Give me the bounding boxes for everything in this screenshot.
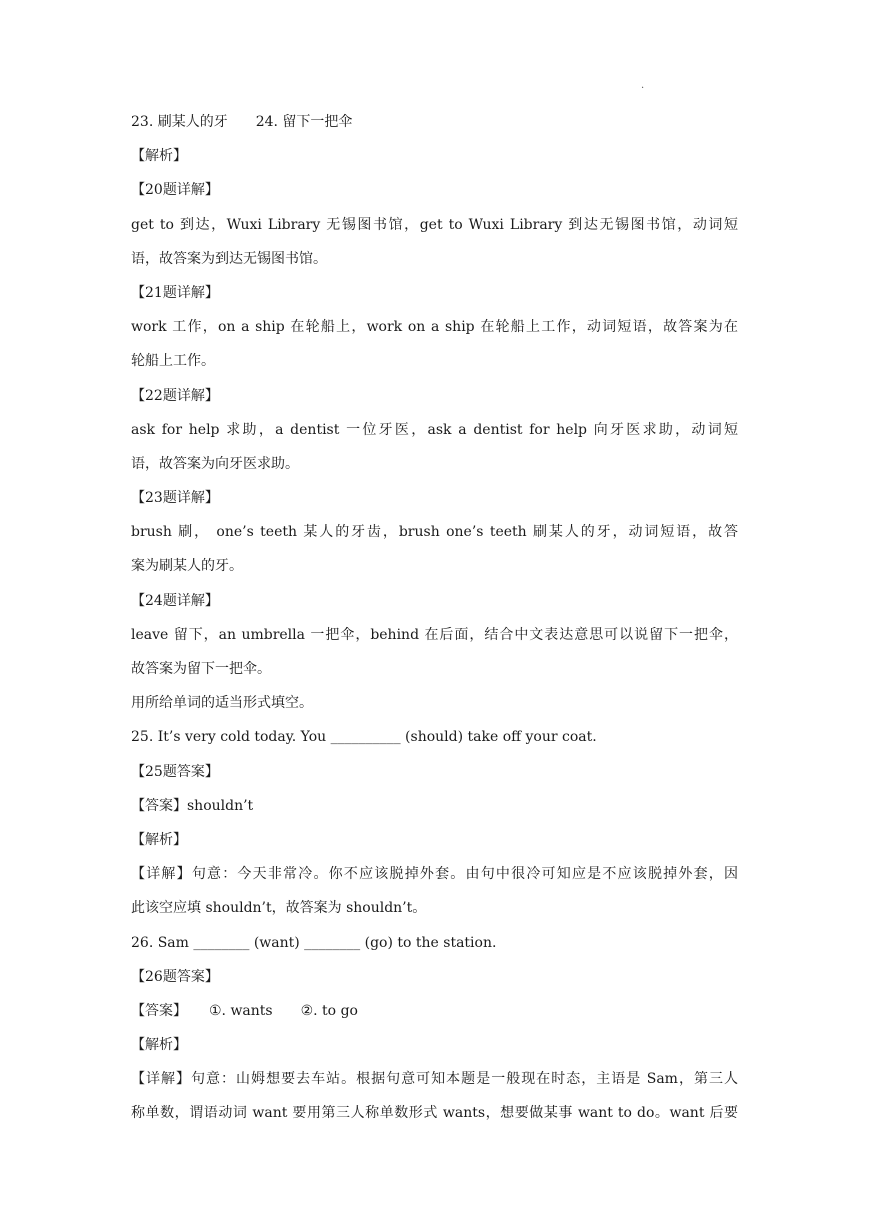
q26-answer-1: ①. wants (209, 1002, 273, 1019)
q25-question: 25. It’s very cold today. You __________ (should) take off your coat. (131, 729, 597, 746)
q24-explanation-line-2: 故答案为留下一把伞。 (131, 661, 271, 677)
q25-answer: 【答案】shouldn’t (131, 797, 254, 814)
q21-explanation-line-2: 轮船上工作。 (131, 353, 215, 370)
q25-answer-heading: 【25题答案】 (131, 763, 219, 780)
q24-answer: 24. 留下一把伞 (255, 114, 353, 130)
section-instruction: 用所给单词的适当形式填空。 (131, 695, 313, 712)
q26-question: 26. Sam ________ (want) ________ (go) to the station. (131, 934, 497, 951)
q22-heading: 【22题详解】 (131, 387, 219, 404)
page-marker: . (641, 80, 645, 91)
q26-answer-heading: 【26题答案】 (131, 968, 219, 985)
q20-heading: 【20题详解】 (131, 182, 219, 199)
q26-answer-label: 【答案】 (131, 1002, 187, 1019)
document-body (131, 110, 738, 1136)
q25-analysis-heading: 【解析】 (131, 831, 187, 848)
q23-heading: 【23题详解】 (131, 490, 219, 507)
q26-answer-2: ②. to go (300, 1002, 358, 1019)
q21-explanation-line-1: work 工作，on a ship 在轮船上，work on a ship 在轮船上工作，动词短语，故答案为在 (131, 319, 738, 336)
q23-explanation-line-1: brush 刷， one’s teeth 某人的牙齿，brush one’s teeth 刷某人的牙，动词短语，故答 (131, 524, 738, 541)
q25-detail-line-2: 此该空应填 shouldn’t，故答案为 shouldn’t。 (131, 900, 427, 917)
q24-heading: 【24题详解】 (131, 592, 219, 609)
q26-detail-line-2: 称单数，谓语动词 want 要用第三人称单数形式 wants，想要做某事 want to do。want 后要 (131, 1105, 738, 1122)
q22-explanation-line-2: 语，故答案为向牙医求助。 (131, 455, 299, 472)
q23-explanation-line-2: 案为刷某人的牙。 (131, 558, 243, 575)
q24-explanation-line-1: leave 留下，an umbrella 一把伞，behind 在后面，结合中文表达意思可以说留下一把伞， (131, 626, 738, 643)
q22-explanation-line-1: ask for help 求助，a dentist 一位牙医，ask a dentist for help 向牙医求助，动词短 (131, 421, 738, 438)
q20-explanation-line-2: 语，故答案为到达无锡图书馆。 (131, 250, 327, 267)
q26-analysis-heading: 【解析】 (131, 1037, 187, 1054)
q21-heading: 【21题详解】 (131, 284, 219, 301)
q23-answer: 23. 刷某人的牙 (131, 114, 228, 130)
q26-answer (131, 999, 738, 1033)
q26-detail-line-1: 【详解】句意：山姆想要去车站。根据句意可知本题是一般现在时态，主语是 Sam，第三人 (131, 1071, 738, 1088)
q25-detail-line-1: 【详解】句意：今天非常冷。你不应该脱掉外套。由句中很冷可知应是不应该脱掉外套，因 (131, 866, 738, 883)
q23-24-answer-line (131, 110, 738, 144)
q20-explanation-line-1: get to 到达，Wuxi Library 无锡图书馆，get to Wuxi Library 到达无锡图书馆，动词短 (131, 216, 738, 233)
analysis-heading: 【解析】 (131, 148, 187, 165)
